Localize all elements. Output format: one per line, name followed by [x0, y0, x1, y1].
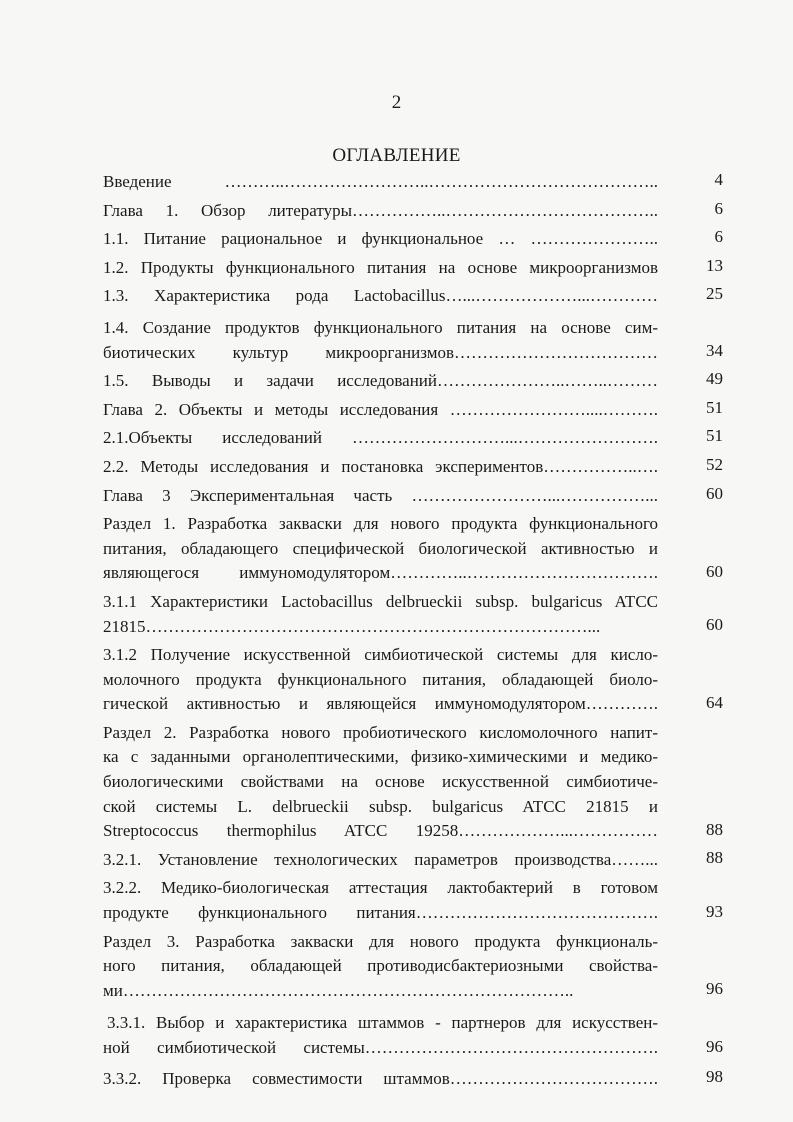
toc-entry-line: Глава 3 Экспериментальная часть ……………………...……………... [103, 485, 658, 505]
toc-entry-line: биологическими свойствами на основе искусственной симбиотиче- [103, 772, 658, 792]
toc-entry [103, 1011, 723, 1060]
toc-entry-line: ка с заданными органолептическими, физико-химическими и медико- [103, 747, 658, 767]
toc-entry [103, 170, 723, 195]
toc-entry-text [103, 1067, 658, 1092]
toc-entry-text [103, 1011, 658, 1060]
toc-entry-text [103, 316, 658, 365]
toc-entry-text [103, 484, 658, 509]
toc-entry-line: 3.2.2. Медико-биологическая аттестация лактобактерий в готовом [103, 878, 658, 898]
toc-entry-page: 96 [706, 979, 723, 999]
toc-entry-text [103, 721, 658, 844]
toc-entry-page: 88 [706, 819, 723, 839]
toc-entry-text [103, 930, 658, 1004]
toc-entry-page: 6 [714, 227, 723, 247]
toc-entry-line: являющегося иммуномодулятором…………..……………………………. [103, 563, 658, 583]
toc-entry-page: 6 [714, 198, 723, 218]
toc-entry-line: питания, обладающего специфической биологической активностью и [103, 538, 658, 558]
toc-entry-page: 4 [714, 170, 723, 189]
toc-entry-page: 52 [706, 454, 723, 474]
toc-entry-line: 2.1.Объекты исследований ………………………...……………………. [103, 428, 658, 448]
table-of-contents [103, 170, 723, 1091]
toc-entry-page: 51 [706, 426, 723, 446]
toc-entry [103, 426, 723, 451]
toc-entry-line: Streptococcus thermophilus ATCC 19258………………...…………… [103, 821, 658, 841]
toc-entry-page: 60 [706, 561, 723, 581]
toc-entry [103, 256, 723, 281]
toc-entry-text [103, 590, 658, 639]
toc-entry-text [103, 284, 658, 309]
toc-entry-line: 1.5. Выводы и задачи исследований…………………..……..……… [103, 371, 658, 391]
toc-entry [103, 484, 723, 509]
toc-entry [103, 848, 723, 873]
toc-entry-page: 98 [706, 1066, 723, 1086]
toc-entry-line: 1.3. Характеристика рода Lactobacillus…...………………...………… [103, 286, 658, 306]
toc-entry-line: Раздел 1. Разработка закваски для нового продукта функционального [103, 514, 658, 534]
page-number: 2 [391, 92, 402, 113]
toc-entry [103, 876, 723, 925]
toc-entry-line: Раздел 2. Разработка нового пробиотического кисломолочного напит- [103, 722, 658, 742]
toc-entry-page: 34 [706, 341, 723, 361]
toc-entry [103, 512, 723, 586]
toc-entry [103, 930, 723, 1004]
toc-entry-text [103, 256, 658, 281]
toc-entry-text [103, 455, 658, 480]
toc-entry-line: Глава 2. Объекты и методы исследования ……………………....………. [103, 399, 658, 419]
toc-entry-line: Глава 1. Обзор литературы……………..……………………………….. [103, 200, 658, 220]
toc-entry [103, 721, 723, 844]
toc-entry-line: Введение ………..……………………..………………………………….. [103, 172, 658, 191]
toc-entry-line: ской системы L. delbrueckii subsp. bulgaricus ATCC 21815 и [103, 796, 658, 816]
toc-entry-page: 51 [706, 397, 723, 417]
toc-entry-line: 3.3.2. Проверка совместимости штаммов………………………………. [103, 1068, 658, 1088]
toc-entry-line: 3.3.1. Выбор и характеристика штаммов - партнеров для искусствен- [107, 1013, 658, 1033]
toc-entry-line: 3.1.1 Характеристики Lactobacillus delbrueckii subsp. bulgaricus ATCC [103, 591, 658, 611]
toc-entry-line: продукте функционального питания……………………………………. [103, 903, 658, 923]
toc-entry [103, 398, 723, 423]
toc-entry [103, 199, 723, 224]
toc-entry-line: 3.2.1. Установление технологических параметров производства……... [103, 849, 658, 869]
toc-entry-page: 25 [706, 284, 723, 304]
toc-entry-line: биотических культур микроорганизмов……………………………… [103, 342, 658, 362]
toc-entry-page: 60 [706, 483, 723, 503]
toc-entry-text [103, 426, 658, 451]
toc-entry-page: 88 [706, 847, 723, 867]
toc-entry-line: 2.2. Методы исследования и постановка экспериментов……………..…. [103, 456, 658, 476]
toc-entry-line: ми…………………………………………………………………….. [103, 980, 574, 1000]
toc-entry-line: 3.1.2 Получение искусственной симбиотической системы для кисло- [103, 645, 658, 665]
toc-entry [103, 369, 723, 394]
toc-entry-line: Раздел 3. Разработка закваски для нового продукта функциональ- [103, 931, 658, 951]
toc-entry-page: 93 [706, 901, 723, 921]
toc-entry [103, 643, 723, 717]
toc-entry-line: 1.2. Продукты функционального питания на основе микроорганизмов [103, 257, 658, 277]
toc-title: ОГЛАВЛЕНИЕ [332, 145, 461, 166]
toc-entry-line: 1.1. Питание рациональное и функциональное … ………………….. [103, 229, 658, 249]
toc-entry-page: 60 [706, 615, 723, 635]
toc-entry-text [103, 398, 658, 423]
toc-entry-text [103, 227, 658, 252]
toc-entry-text [103, 369, 658, 394]
toc-entry [103, 1067, 723, 1092]
toc-entry [103, 590, 723, 639]
toc-entry-text [103, 848, 658, 873]
toc-entry-page: 13 [706, 255, 723, 275]
toc-entry [103, 316, 723, 365]
toc-entry-page: 49 [706, 369, 723, 389]
toc-entry [103, 455, 723, 480]
toc-entry [103, 284, 723, 309]
toc-entry-text [103, 170, 658, 195]
toc-entry-page: 64 [706, 692, 723, 712]
toc-entry-text [103, 643, 658, 717]
toc-entry-text [103, 512, 658, 586]
toc-entry-line: 1.4. Создание продуктов функционального питания на основе сим- [103, 317, 658, 337]
toc-entry-text [103, 876, 658, 925]
toc-entry-line: ной симбиотической системы……………………………………………. [103, 1038, 658, 1057]
toc-entry-line: молочного продукта функционального питания, обладающей биоло- [103, 669, 658, 689]
toc-entry-text [103, 199, 658, 224]
toc-entry [103, 227, 723, 252]
toc-entry-line: 21815……………………………………………………………………... [103, 616, 601, 636]
toc-entry-page: 96 [706, 1036, 723, 1056]
toc-entry-line: гической активностью и являющейся иммуномодулятором…………. [103, 694, 658, 714]
toc-entry-line: ного питания, обладающей противодисбактериозными свойства- [103, 956, 658, 976]
